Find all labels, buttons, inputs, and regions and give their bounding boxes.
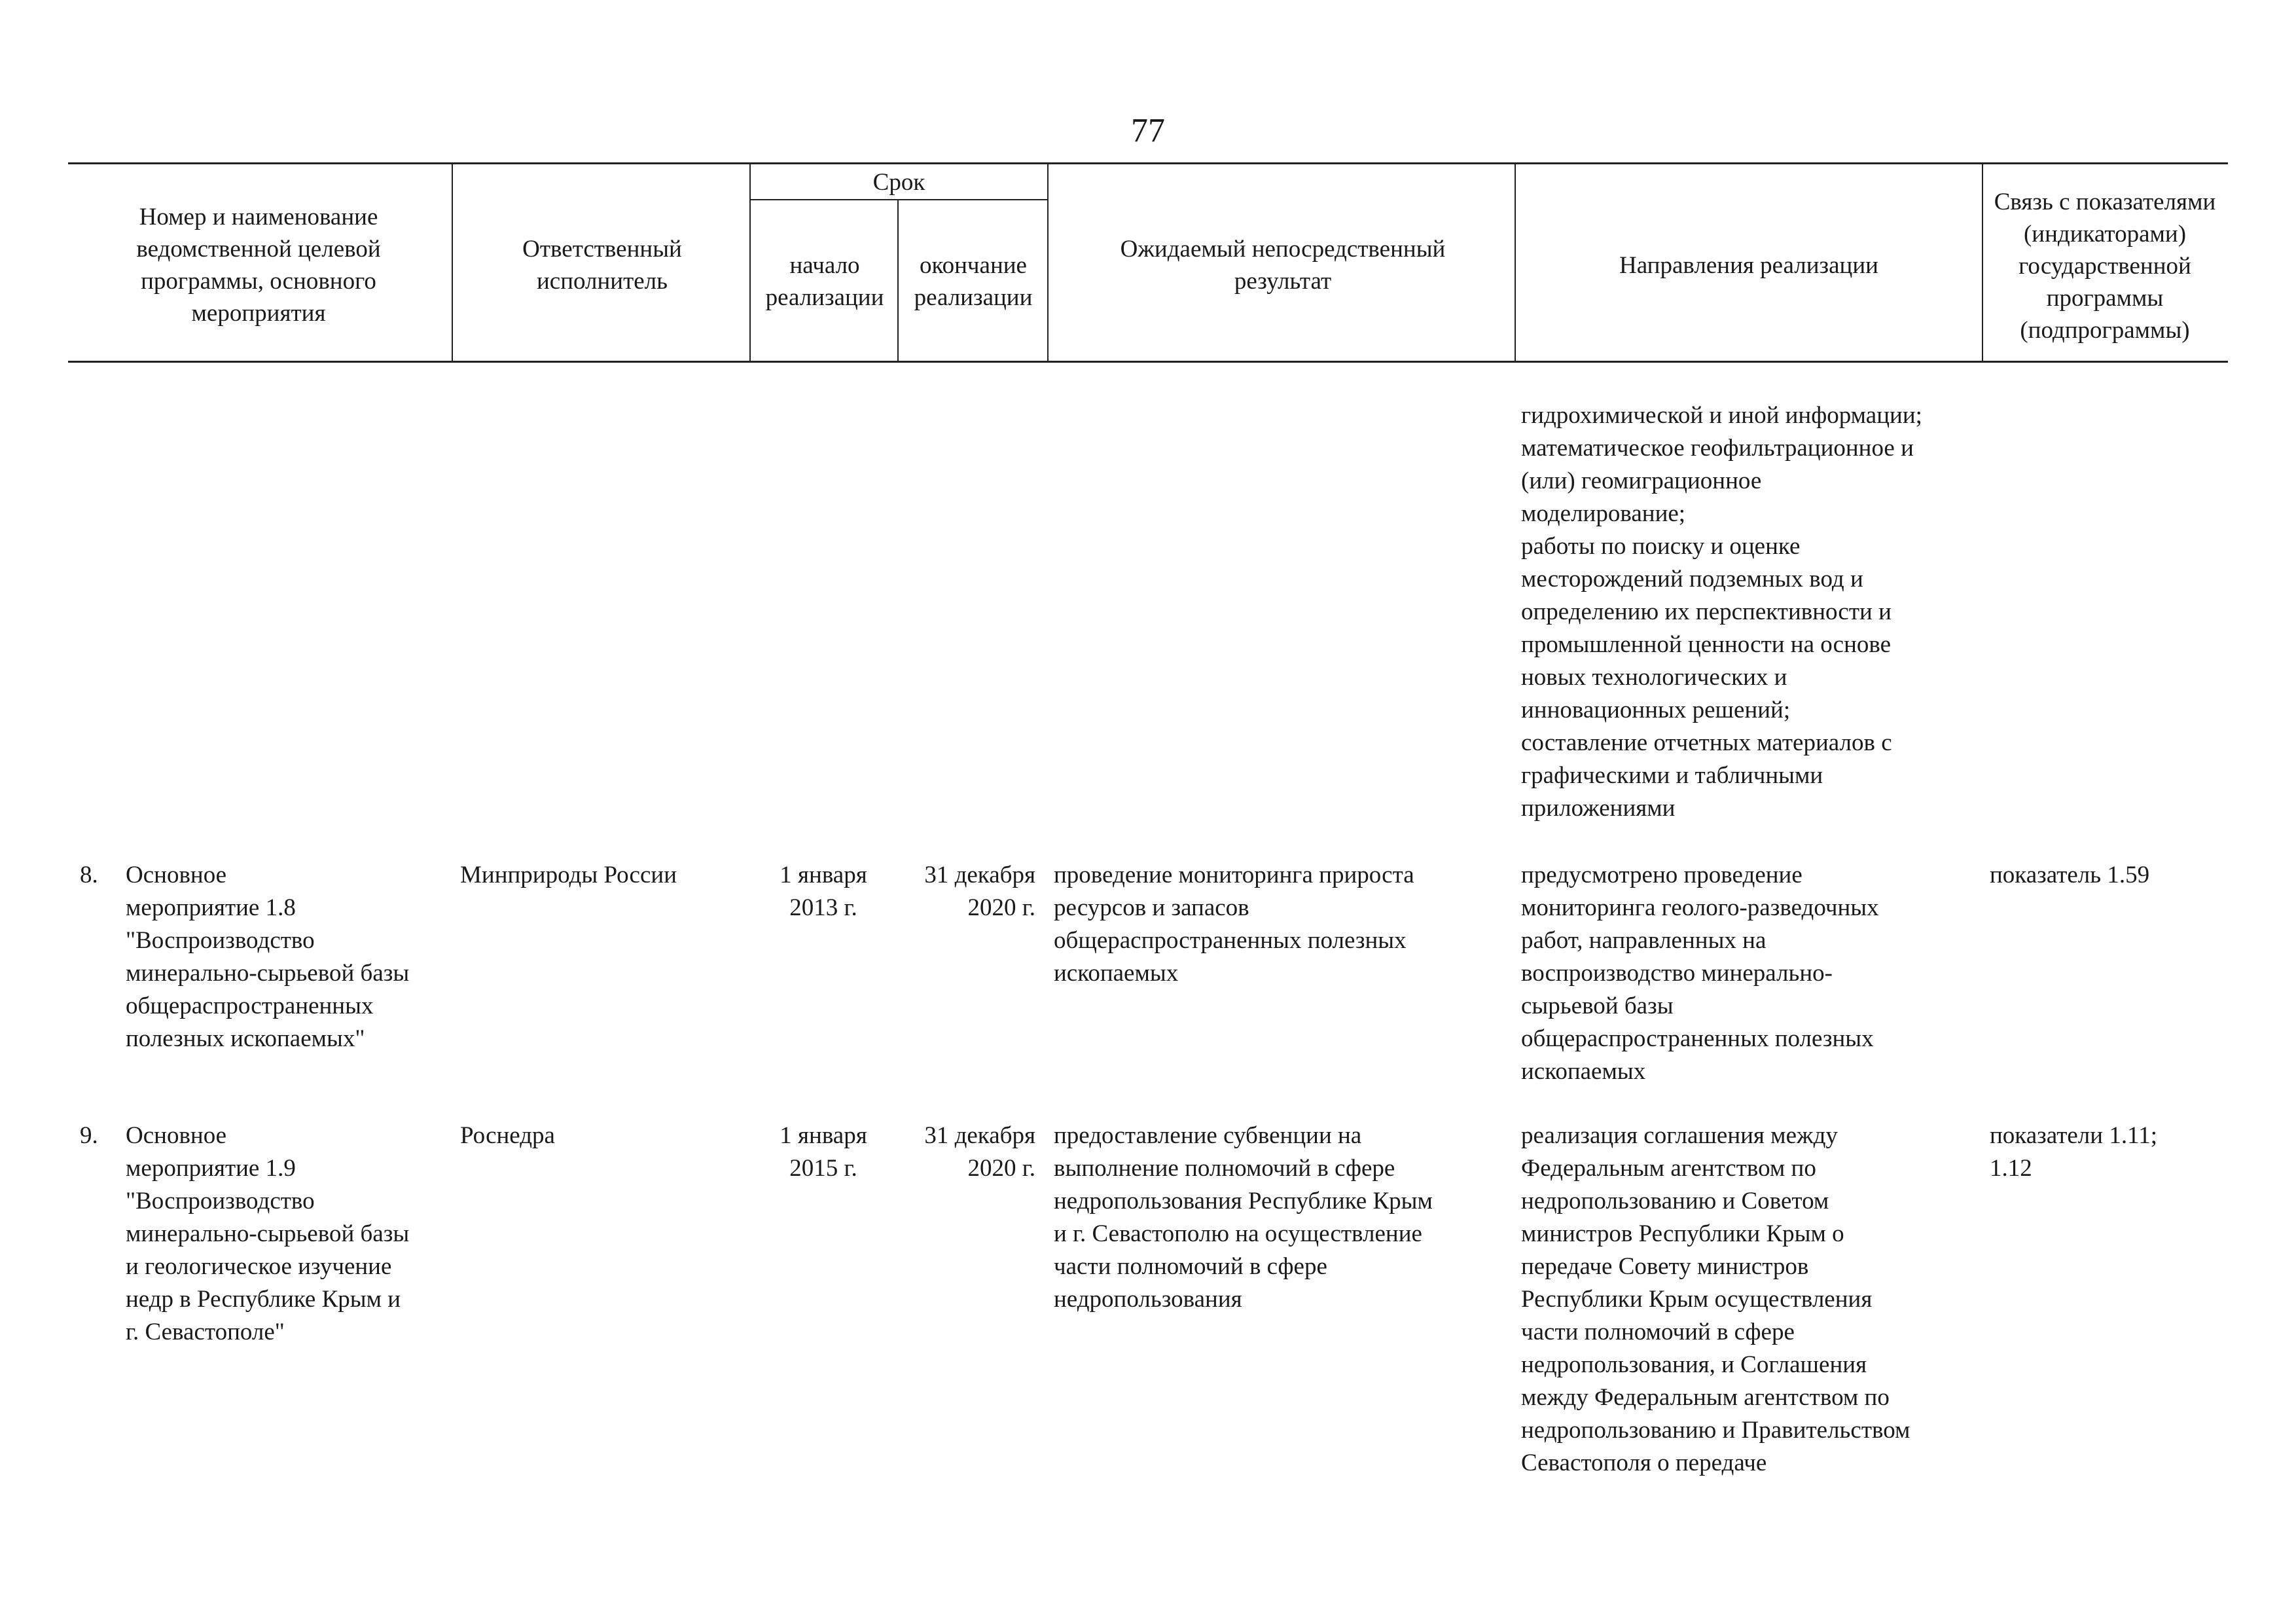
- table-row-start: 1 января 2015 г.: [780, 1122, 867, 1182]
- table-row-link: показатели 1.11; 1.12: [1990, 1122, 2157, 1182]
- table-row-number: 8.: [80, 862, 98, 888]
- term-divider-rule: [749, 199, 1048, 200]
- table-row-result: предоставление субвенции на выполнение полномочий в сфере недропользования Республике Крым и г. Севастополю на осуществление части полномочий в сфере недропользования: [1054, 1122, 1433, 1313]
- table-row-result: проведение мониторинга прироста ресурсов и запасов общераспространенных полезных ископаемых: [1054, 862, 1414, 987]
- table-top-rule: [68, 162, 2228, 164]
- table-row-end: 31 декабря 2020 г.: [924, 862, 1035, 921]
- continuation-directions: гидрохимической и иной информации; математическое геофильтрационное и (или) геомиграционное моделирование; работы по поиску и оценке месторождений подземных вод и определению их перспективности и промышленной ценности на основе новых технологических и инновационных решений; составление отчетных материалов с графическими и табличными приложениями: [1521, 402, 1922, 822]
- header-executor: Ответственный исполнитель: [522, 236, 682, 295]
- header-name: Номер и наименование ведомственной целевой программы, основного мероприятия: [136, 204, 381, 327]
- column-divider: [897, 200, 899, 362]
- header-term: Срок: [872, 168, 925, 196]
- table-header-bottom-rule: [68, 361, 2228, 363]
- column-divider: [1047, 162, 1049, 362]
- header-end: окончание реализации: [914, 252, 1033, 311]
- table-row-number: 9.: [80, 1122, 98, 1149]
- table-row-directions: предусмотрено проведение мониторинга геолого-разведочных работ, направленных на воспроизводство минерально- сырьевой базы общераспространенных полезных ископаемых: [1521, 862, 1879, 1085]
- table-row-executor: Роснедра: [460, 1122, 555, 1149]
- header-start: начало реализации: [765, 252, 884, 311]
- table-row-executor: Минприроды России: [460, 862, 677, 888]
- header-directions: Направления реализации: [1619, 251, 1878, 279]
- table-row-start: 1 января 2013 г.: [780, 862, 867, 921]
- table-row-name: Основное мероприятие 1.8 "Воспроизводство минерально-сырьевой базы общераспространенных полезных ископаемых": [126, 862, 410, 1052]
- header-link: Связь с показателями (индикаторами) государственной программы (подпрограммы): [1994, 188, 2216, 344]
- table-row-end: 31 декабря 2020 г.: [924, 1122, 1035, 1182]
- header-result: Ожидаемый непосредственный результат: [1120, 236, 1446, 295]
- column-divider: [452, 162, 453, 362]
- table-row-name: Основное мероприятие 1.9 "Воспроизводство минерально-сырьевой базы и геологическое изучение недр в Республике Крым и г. Севастополе": [126, 1122, 410, 1345]
- table-row-link: показатель 1.59: [1990, 862, 2150, 888]
- page-number: 77: [1131, 112, 1165, 149]
- table-row-directions: реализация соглашения между Федеральным агентством по недропользованию и Советом министров Республики Крым о передаче Совету министров Республики Крым осуществления части полномочий в сфере недропользования, и Соглашения между Федеральным агентством по недропользованию и Правительством Севастополя о передаче: [1521, 1122, 1910, 1476]
